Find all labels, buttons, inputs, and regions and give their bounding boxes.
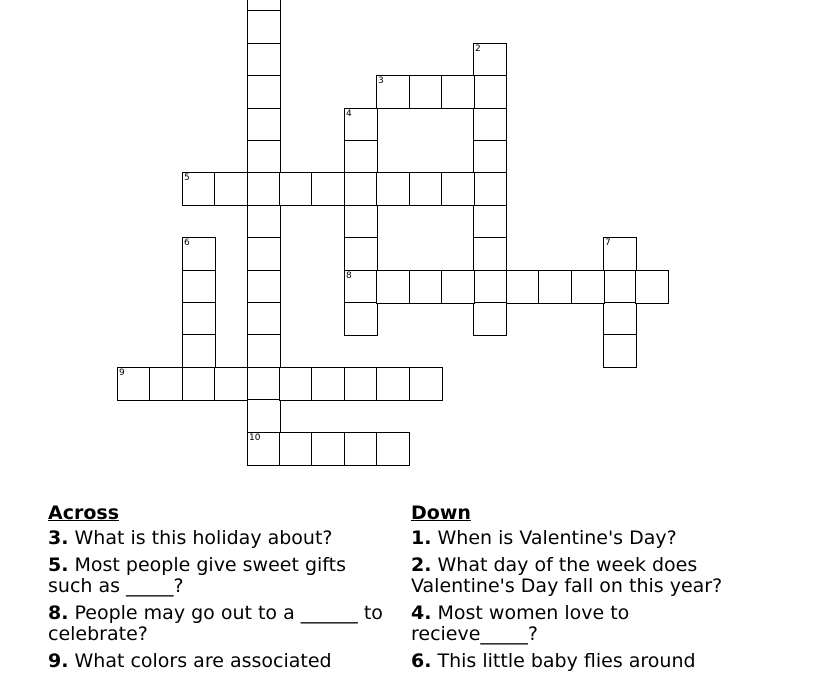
clue-number-label: 10 <box>249 433 261 443</box>
grid-cell[interactable] <box>441 270 475 304</box>
clue-down-1 <box>411 528 756 549</box>
grid-cell[interactable] <box>344 432 378 466</box>
grid-cell[interactable] <box>376 432 410 466</box>
grid-cell[interactable] <box>603 237 637 271</box>
clue-number-label: 4 <box>346 109 352 119</box>
grid-cell[interactable] <box>182 237 216 271</box>
clue-number: 6. <box>411 650 432 672</box>
grid-cell[interactable] <box>214 172 248 206</box>
clue-text: What day of the week does Valentine's Day fall on this year? <box>411 554 723 597</box>
grid-cell[interactable] <box>247 302 281 336</box>
clue-text: This little baby flies around <box>437 650 696 672</box>
grid-cell[interactable] <box>473 140 507 174</box>
grid-cell[interactable] <box>473 205 507 239</box>
grid-cell[interactable] <box>311 172 345 206</box>
grid-cell[interactable] <box>344 237 378 271</box>
grid-cell[interactable] <box>473 237 507 271</box>
clue-text: Most people give sweet gifts such as _____? <box>48 554 347 597</box>
grid-cell[interactable] <box>117 367 151 401</box>
grid-cell[interactable] <box>247 270 281 304</box>
grid-cell[interactable] <box>376 367 410 401</box>
clue-number-label: 9 <box>119 368 125 378</box>
grid-cell[interactable] <box>473 270 507 304</box>
grid-cell[interactable] <box>182 270 216 304</box>
grid-cell[interactable] <box>506 270 540 304</box>
grid-cell[interactable] <box>344 270 378 304</box>
grid-cell[interactable] <box>473 43 507 77</box>
grid-cell[interactable] <box>247 140 281 174</box>
grid-cell[interactable] <box>441 75 475 109</box>
clue-number-label: 7 <box>605 238 611 248</box>
clue-number-label: 8 <box>346 271 352 281</box>
grid-cell[interactable] <box>247 367 281 401</box>
clue-across-3 <box>48 528 393 549</box>
grid-cell[interactable] <box>182 302 216 336</box>
clue-number: 9. <box>48 650 69 672</box>
clue-across-9 <box>48 651 393 672</box>
grid-cell[interactable] <box>247 334 281 368</box>
grid-cell[interactable] <box>247 172 281 206</box>
grid-cell[interactable] <box>247 108 281 142</box>
grid-cell[interactable] <box>344 108 378 142</box>
clue-number-label: 6 <box>184 238 190 248</box>
across-clues <box>48 503 393 678</box>
clue-text: Most women love to recieve_____? <box>411 602 630 645</box>
clue-number: 5. <box>48 554 69 576</box>
down-heading: Down <box>411 502 471 524</box>
grid-cell[interactable] <box>409 270 443 304</box>
grid-cell[interactable] <box>247 399 281 433</box>
grid-cell[interactable] <box>473 108 507 142</box>
clue-number: 4. <box>411 602 432 624</box>
grid-cell[interactable] <box>344 302 378 336</box>
grid-cell[interactable] <box>344 140 378 174</box>
clue-number: 1. <box>411 527 432 549</box>
grid-cell[interactable] <box>603 334 637 368</box>
grid-cell[interactable] <box>214 367 248 401</box>
grid-cell[interactable] <box>279 432 313 466</box>
grid-cell[interactable] <box>311 432 345 466</box>
grid-cell[interactable] <box>409 75 443 109</box>
grid-cell[interactable] <box>473 302 507 336</box>
grid-cell[interactable] <box>473 75 507 109</box>
clue-text: People may go out to a ______ to celebrate? <box>48 602 383 645</box>
clue-number: 2. <box>411 554 432 576</box>
grid-cell[interactable] <box>441 172 475 206</box>
grid-cell[interactable] <box>247 432 281 466</box>
clue-number: 3. <box>48 527 69 549</box>
clue-number-label: 3 <box>378 76 384 86</box>
clue-number-label: 5 <box>184 173 190 183</box>
grid-cell[interactable] <box>344 172 378 206</box>
down-clues <box>411 503 756 678</box>
grid-cell[interactable] <box>247 75 281 109</box>
grid-cell[interactable] <box>182 334 216 368</box>
clue-text: What colors are associated <box>74 650 332 672</box>
grid-cell[interactable] <box>635 270 669 304</box>
clue-number: 8. <box>48 602 69 624</box>
clue-text: When is Valentine's Day? <box>437 527 677 549</box>
clue-across-5 <box>48 555 393 597</box>
grid-cell[interactable] <box>603 270 637 304</box>
grid-cell[interactable] <box>473 172 507 206</box>
grid-cell[interactable] <box>247 43 281 77</box>
clue-down-6 <box>411 651 756 672</box>
grid-cell[interactable] <box>538 270 572 304</box>
clue-across-8 <box>48 603 393 645</box>
grid-cell[interactable] <box>247 10 281 44</box>
grid-cell[interactable] <box>279 172 313 206</box>
clue-text: What is this holiday about? <box>74 527 333 549</box>
clue-down-4 <box>411 603 756 645</box>
grid-cell[interactable] <box>409 172 443 206</box>
clue-down-2 <box>411 555 756 597</box>
grid-cell[interactable] <box>247 205 281 239</box>
grid-cell[interactable] <box>376 172 410 206</box>
grid-cell[interactable] <box>311 367 345 401</box>
grid-cell[interactable] <box>149 367 183 401</box>
clue-number-label: 2 <box>475 44 481 54</box>
grid-cell[interactable] <box>247 237 281 271</box>
grid-cell[interactable] <box>182 367 216 401</box>
grid-cell[interactable] <box>344 205 378 239</box>
grid-cell[interactable] <box>409 367 443 401</box>
grid-cell[interactable] <box>182 172 216 206</box>
grid-cell[interactable] <box>376 270 410 304</box>
grid-cell[interactable] <box>571 270 605 304</box>
grid-cell[interactable] <box>279 367 313 401</box>
grid-cell[interactable] <box>344 367 378 401</box>
grid-cell[interactable] <box>376 75 410 109</box>
across-heading: Across <box>48 502 120 524</box>
grid-cell[interactable] <box>603 302 637 336</box>
